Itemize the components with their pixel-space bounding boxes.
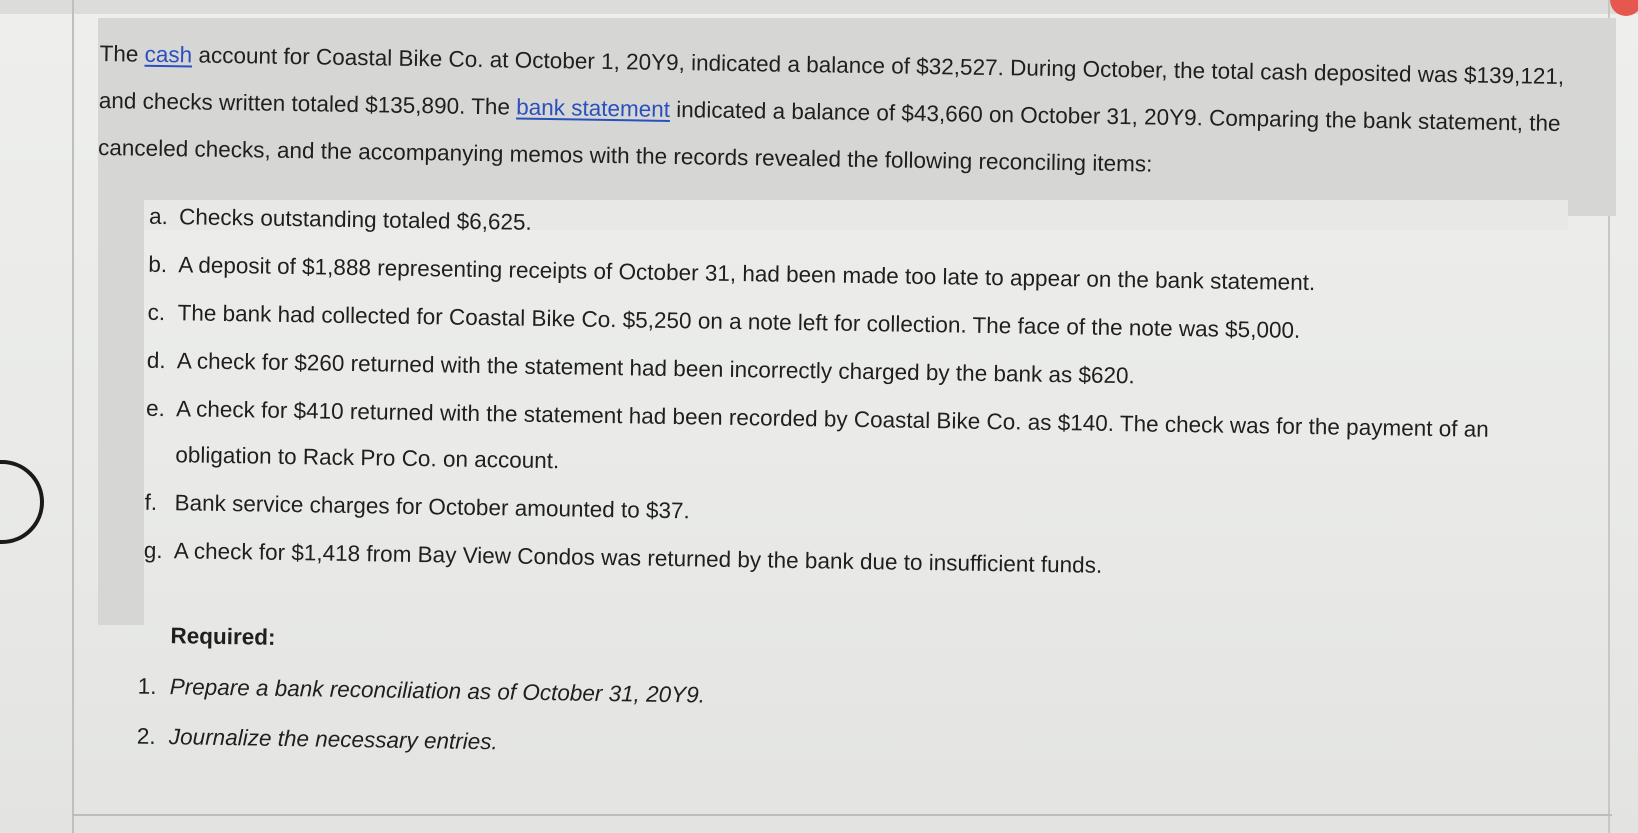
item-letter: d.	[146, 347, 166, 374]
intro-text-2: account for Coastal Bike Co. at October 1, 20Y9, indicated a balance of $32,527. During October, the total cash deposited was $139,121, and checks written totaled $135,890. The	[98, 42, 1565, 120]
required-number: 2.	[136, 723, 156, 749]
intro-text-1: The	[99, 40, 145, 67]
item-text: A check for $260 returned with the statement had been incorrectly charged by the bank as $620.	[176, 348, 1136, 389]
required-number: 1.	[137, 673, 157, 699]
item-letter: e.	[145, 395, 166, 422]
item-letter: g.	[143, 537, 163, 564]
screen-top-band	[0, 0, 1638, 14]
item-letter: b.	[148, 251, 168, 278]
problem-intro	[98, 30, 1600, 195]
item-text: A check for $410 returned with the statement had been recorded by Coastal Bike Co. as $140. The check was for the payment of an obligation to Rack Pro Co. on account.	[175, 396, 1489, 474]
required-list	[89, 661, 1590, 785]
cash-link[interactable]: cash	[144, 41, 193, 68]
left-border	[72, 0, 74, 833]
reconciling-items-list	[91, 193, 1597, 597]
intro-text-3: indicated a balance of $43,660 on October 31, 20Y9. Comparing the bank statement, the canceled checks, and the accompanying memos with the records revealed the following reconciling items:	[97, 96, 1561, 177]
item-letter: f.	[144, 489, 158, 515]
required-text: Journalize the necessary entries.	[168, 724, 498, 755]
required-heading: Required:	[170, 623, 276, 650]
bank-statement-link[interactable]: bank statement	[516, 94, 671, 122]
item-text: A check for $1,418 from Bay View Condos was returned by the bank due to insufficient funds.	[173, 538, 1103, 578]
required-text: Prepare a bank reconciliation as of October 31, 20Y9.	[169, 674, 706, 708]
item-letter: c.	[147, 299, 166, 326]
previous-arrow-button[interactable]	[0, 460, 44, 544]
item-text: Bank service charges for October amounted to $37.	[174, 490, 690, 524]
item-text: The bank had collected for Coastal Bike Co. $5,250 on a note left for collection. The face of the note was $5,000.	[177, 300, 1301, 343]
bottom-border	[72, 814, 1612, 816]
problem-text	[89, 30, 1600, 784]
item-text: A deposit of $1,888 representing receipts of October 31, had been made too late to appear on the bank statement.	[178, 252, 1316, 296]
item-text: Checks outstanding totaled $6,625.	[178, 204, 532, 235]
item-letter: a.	[148, 203, 169, 230]
